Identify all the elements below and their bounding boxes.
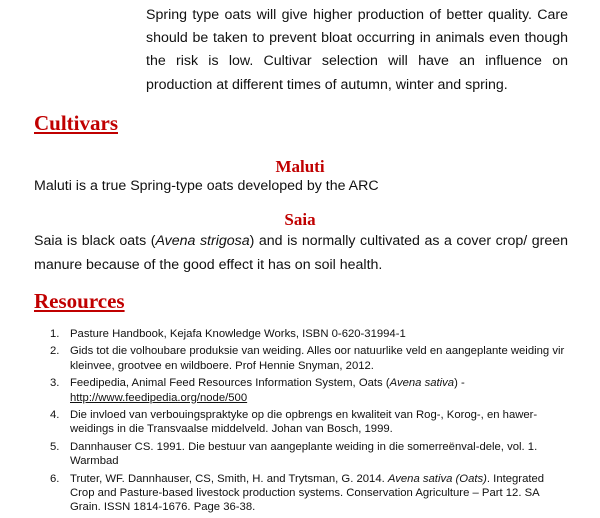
resource-number: 6. xyxy=(50,472,60,485)
resource-species-name: Avena sativa (Oats) xyxy=(387,472,487,485)
maluti-heading: Maluti xyxy=(275,157,325,176)
maluti-description: Maluti is a true Spring-type oats developed by the ARC xyxy=(34,178,379,194)
resource-item-3 xyxy=(50,376,570,405)
intro-paragraph: Spring type oats will give higher production of better quality. Care should be taken to prevent bloat occurring in animals even though the risk is low. Cultivar selection will have an influence on production at different times of autumn, winter and spring. xyxy=(146,7,568,93)
resource-text-start: Feedipedia, Animal Feed Resources Information System, Oats ( xyxy=(70,377,390,390)
saia-description xyxy=(34,229,568,277)
cultivars-heading: Cultivars xyxy=(34,111,118,135)
resource-item-6 xyxy=(50,472,570,515)
resource-text-end: ) - xyxy=(454,377,465,390)
resource-number: 2. xyxy=(50,345,60,358)
resource-item-4 xyxy=(50,408,570,437)
resource-number: 1. xyxy=(50,328,60,340)
resource-number: 3. xyxy=(50,377,60,390)
feedipedia-link[interactable]: http://www.feedipedia.org/node/500 xyxy=(70,391,248,404)
resource-species-name: Avena sativa xyxy=(389,377,455,390)
resource-text-end: . Integrated Crop and Pasture-based livestock production systems. Conservation Agriculture – Part 12. SA Grain. ISSN 1814-1676. Page 36-38. xyxy=(70,472,545,514)
saia-species-name: Avena strigosa xyxy=(155,233,250,249)
resource-number: 4. xyxy=(50,409,60,422)
resources-list xyxy=(50,327,570,518)
resource-text: Pasture Handbook, Kejafa Knowledge Works, ISBN 0-620-31994-1 xyxy=(70,328,406,340)
saia-heading: Saia xyxy=(284,210,316,229)
resource-text: Gids tot die volhoubare produksie van weiding. Alles oor natuurlike veld en aangeplante weiding vir kleinvee, grootvee en wildboere. Prof Hennie Snyman, 2012. xyxy=(70,345,565,372)
resources-heading: Resources xyxy=(34,289,125,313)
resource-number: 5. xyxy=(50,440,60,453)
saia-text-start: Saia is black oats ( xyxy=(34,233,156,249)
resource-item-1 xyxy=(50,327,570,341)
resource-text: Die invloed van verbouingspraktyke op die opbrengs en kwaliteit van Rog-, Korog-, en hawer-weidings in die Transvaalse middelveld. Johan van Bosch, 1999. xyxy=(70,409,538,436)
resource-item-2 xyxy=(50,344,570,373)
resource-text-start: Truter, WF. Dannhauser, CS, Smith, H. and Trytsman, G. 2014. xyxy=(70,472,388,485)
resource-text: Dannhauser CS. 1991. Die bestuur van aangeplante weiding in die somerreënval-dele, vol. 1. Warmbad xyxy=(70,440,538,468)
resource-item-5 xyxy=(50,440,570,469)
saia-text-end: ) and is normally cultivated as a cover crop/ green manure because of the good effect it has on soil health. xyxy=(34,233,568,273)
